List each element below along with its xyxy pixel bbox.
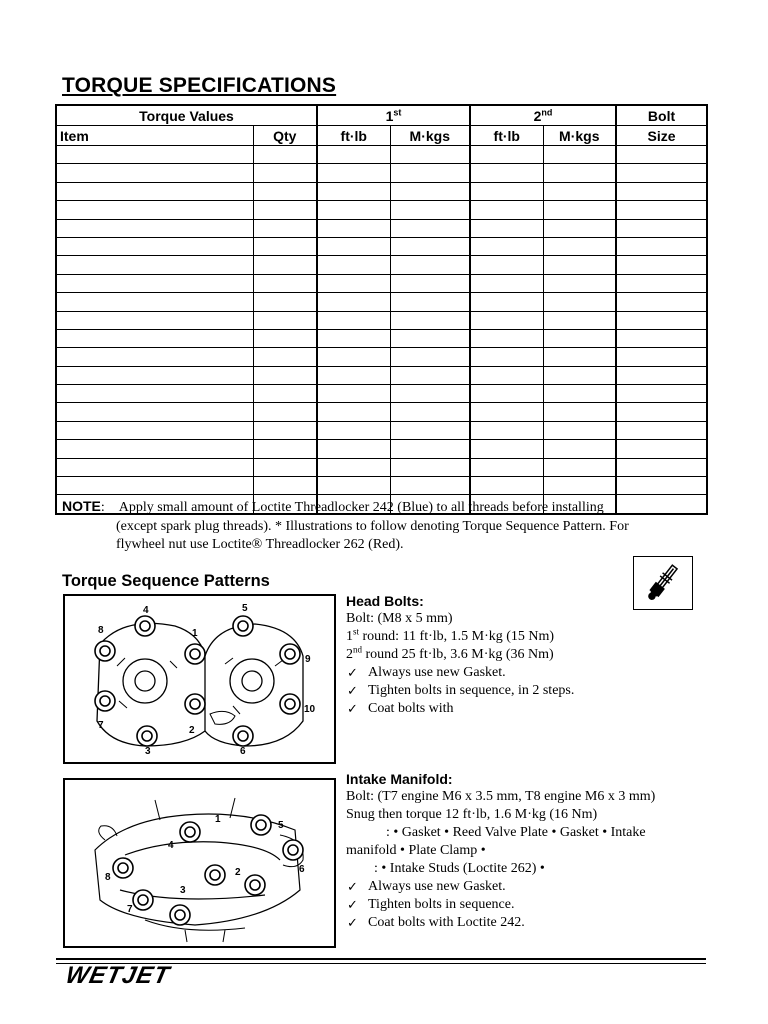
intake-manifold-title: Intake Manifold: bbox=[346, 771, 453, 787]
table-row bbox=[56, 477, 707, 495]
table-cell bbox=[56, 182, 253, 200]
table-cell bbox=[470, 293, 543, 311]
table-cell bbox=[56, 164, 253, 182]
table-cell bbox=[543, 146, 616, 164]
intake-manifold-check-1: ✓ Always use new Gasket. bbox=[346, 878, 706, 896]
table-cell bbox=[543, 164, 616, 182]
table-cell bbox=[390, 421, 470, 439]
intake-label-6: 6 bbox=[299, 864, 305, 875]
table-cell bbox=[470, 237, 543, 255]
table-cell bbox=[470, 403, 543, 421]
head-bolt-center bbox=[190, 699, 200, 709]
table-cell bbox=[616, 366, 707, 384]
bolt-header: Bolt bbox=[616, 105, 707, 126]
table-cell bbox=[543, 237, 616, 255]
table-cell bbox=[317, 366, 390, 384]
head-label-2: 2 bbox=[189, 725, 195, 736]
table-row bbox=[56, 458, 707, 476]
table-cell bbox=[543, 293, 616, 311]
head-bolts-round2-sup: nd bbox=[353, 644, 362, 655]
table-row bbox=[56, 403, 707, 421]
table-cell bbox=[253, 237, 317, 255]
table-row bbox=[56, 421, 707, 439]
table-cell bbox=[253, 385, 317, 403]
table-cell bbox=[317, 256, 390, 274]
table-cell bbox=[543, 385, 616, 403]
table-cell bbox=[390, 477, 470, 495]
table-cell bbox=[317, 329, 390, 347]
table-cell bbox=[470, 201, 543, 219]
table-row bbox=[56, 237, 707, 255]
intake-label-3: 3 bbox=[180, 885, 186, 896]
table-cell bbox=[616, 385, 707, 403]
column-header-r1-ftlb: ft·lb bbox=[317, 126, 390, 146]
table-cell bbox=[470, 458, 543, 476]
table-cell bbox=[253, 348, 317, 366]
table-cell bbox=[317, 403, 390, 421]
head-label-9: 9 bbox=[305, 654, 311, 665]
head-label-7: 7 bbox=[98, 720, 104, 731]
table-cell bbox=[616, 329, 707, 347]
table-row bbox=[56, 440, 707, 458]
table-row bbox=[56, 366, 707, 384]
column-header-item: Item bbox=[56, 126, 253, 146]
table-cell bbox=[390, 329, 470, 347]
table-cell bbox=[56, 201, 253, 219]
intake-bolt-center bbox=[256, 820, 266, 830]
table-cell bbox=[56, 477, 253, 495]
table-cell bbox=[616, 421, 707, 439]
table-cell bbox=[616, 182, 707, 200]
table-cell bbox=[390, 146, 470, 164]
intake-label-7: 7 bbox=[127, 904, 133, 915]
table-cell bbox=[56, 440, 253, 458]
table-cell bbox=[470, 385, 543, 403]
table-cell bbox=[470, 477, 543, 495]
note-line-3: flywheel nut use Loctite® Threadlocker 262 (Red). bbox=[116, 537, 404, 552]
table-column-header-row bbox=[56, 126, 707, 146]
table-cell bbox=[616, 403, 707, 421]
table-cell bbox=[253, 366, 317, 384]
table-cell bbox=[253, 421, 317, 439]
head-bolt-center bbox=[238, 731, 248, 741]
table-cell bbox=[390, 256, 470, 274]
intake-bolt-center bbox=[210, 870, 220, 880]
table-cell bbox=[616, 256, 707, 274]
note-colon: : bbox=[100, 500, 119, 515]
head-label-10: 10 bbox=[304, 704, 316, 715]
table-cell bbox=[543, 201, 616, 219]
table-cell bbox=[543, 458, 616, 476]
table-cell bbox=[390, 348, 470, 366]
intake-manifold-figure bbox=[63, 778, 336, 948]
torque-table bbox=[55, 104, 708, 515]
intake-label-1: 1 bbox=[215, 814, 221, 825]
column-header-qty: Qty bbox=[253, 126, 317, 146]
table-cell bbox=[470, 311, 543, 329]
head-label-1: 1 bbox=[192, 628, 198, 639]
table-cell bbox=[470, 348, 543, 366]
intake-manifold-order-2: manifold • Plate Clamp • bbox=[346, 843, 486, 858]
table-cell bbox=[253, 219, 317, 237]
round1-header bbox=[317, 105, 470, 126]
table-row bbox=[56, 164, 707, 182]
table-cell bbox=[543, 329, 616, 347]
table-row bbox=[56, 385, 707, 403]
head-bolt-center bbox=[238, 621, 248, 631]
intake-label-5: 5 bbox=[278, 820, 284, 831]
head-label-8: 8 bbox=[98, 625, 104, 636]
note-label: NOTE bbox=[62, 498, 101, 514]
table-cell bbox=[470, 164, 543, 182]
head-bolts-check-1: ✓ Always use new Gasket. bbox=[346, 664, 706, 682]
table-cell bbox=[317, 293, 390, 311]
table-cell bbox=[56, 458, 253, 476]
table-row bbox=[56, 348, 707, 366]
table-cell bbox=[390, 311, 470, 329]
table-cell bbox=[317, 182, 390, 200]
table-cell bbox=[543, 182, 616, 200]
table-cell bbox=[317, 440, 390, 458]
table-cell bbox=[317, 421, 390, 439]
table-cell bbox=[390, 385, 470, 403]
table-cell bbox=[470, 219, 543, 237]
table-row bbox=[56, 329, 707, 347]
table-cell bbox=[56, 311, 253, 329]
head-bolts-round2 bbox=[346, 646, 706, 664]
table-cell bbox=[543, 421, 616, 439]
table-row bbox=[56, 219, 707, 237]
intake-bolt-center bbox=[250, 880, 260, 890]
head-label-6: 6 bbox=[240, 746, 246, 757]
table-cell bbox=[390, 458, 470, 476]
column-header-r1-mkgs: M·kgs bbox=[390, 126, 470, 146]
column-header-size: Size bbox=[616, 126, 707, 146]
head-bolts-spec bbox=[346, 592, 706, 718]
table-cell bbox=[56, 146, 253, 164]
table-cell bbox=[56, 366, 253, 384]
table-cell bbox=[543, 274, 616, 292]
table-cell bbox=[616, 164, 707, 182]
head-bolts-round2-text: round 25 ft·lb, 3.6 M·kg (36 Nm) bbox=[362, 647, 554, 662]
intake-label-4: 4 bbox=[168, 840, 174, 851]
head-bolt-center bbox=[285, 649, 295, 659]
column-header-r2-ftlb: ft·lb bbox=[470, 126, 543, 146]
table-cell bbox=[317, 458, 390, 476]
intake-manifold-check-2: ✓ Tighten bolts in sequence. bbox=[346, 896, 706, 914]
table-cell bbox=[253, 403, 317, 421]
table-row bbox=[56, 293, 707, 311]
table-cell bbox=[56, 219, 253, 237]
intake-manifold-order-1: : • Gasket • Reed Valve Plate • Gasket • Intake bbox=[386, 825, 646, 840]
table-cell bbox=[543, 403, 616, 421]
intake-manifold-check-3: ✓ Coat bolts with Loctite 242. bbox=[346, 914, 706, 932]
table-cell bbox=[470, 329, 543, 347]
page-title: TORQUE SPECIFICATIONS bbox=[62, 74, 337, 97]
table-cell bbox=[543, 348, 616, 366]
table-cell bbox=[253, 146, 317, 164]
table-cell bbox=[470, 256, 543, 274]
head-bolt-center bbox=[285, 699, 295, 709]
table-cell bbox=[253, 440, 317, 458]
table-row bbox=[56, 256, 707, 274]
table-cell bbox=[253, 293, 317, 311]
table-cell bbox=[616, 440, 707, 458]
round2-header bbox=[470, 105, 616, 126]
table-cell bbox=[253, 201, 317, 219]
table-cell bbox=[616, 477, 707, 495]
table-cell bbox=[317, 385, 390, 403]
table-cell bbox=[616, 237, 707, 255]
table-cell bbox=[56, 421, 253, 439]
table-cell bbox=[616, 219, 707, 237]
head-bolt-center bbox=[100, 696, 110, 706]
table-cell bbox=[543, 440, 616, 458]
head-bolts-figure bbox=[63, 594, 336, 764]
head-bolts-size: Bolt: (M8 x 5 mm) bbox=[346, 611, 453, 626]
head-bolt-center bbox=[190, 649, 200, 659]
table-cell bbox=[317, 146, 390, 164]
table-cell bbox=[470, 182, 543, 200]
table-cell bbox=[317, 201, 390, 219]
table-cell bbox=[56, 385, 253, 403]
table-cell bbox=[616, 201, 707, 219]
table-cell bbox=[390, 201, 470, 219]
table-cell bbox=[390, 237, 470, 255]
table-cell bbox=[56, 256, 253, 274]
table-cell bbox=[470, 146, 543, 164]
round2-header-num: 2 bbox=[533, 107, 542, 124]
table-cell bbox=[390, 366, 470, 384]
intake-label-2: 2 bbox=[235, 867, 241, 878]
table-cell bbox=[470, 440, 543, 458]
note-line-1: Apply small amount of Loctite Threadlocker 242 (Blue) to all threads before installing bbox=[118, 500, 604, 515]
table-cell bbox=[317, 219, 390, 237]
head-bolt-center bbox=[100, 646, 110, 656]
table-cell bbox=[390, 440, 470, 458]
intake-bolt-center bbox=[118, 863, 128, 873]
table-row bbox=[56, 182, 707, 200]
table-cell bbox=[543, 219, 616, 237]
table-cell bbox=[543, 477, 616, 495]
head-bolts-round2-num: 2 bbox=[346, 647, 353, 662]
head-bolts-round1-sup: st bbox=[353, 626, 360, 637]
table-cell bbox=[470, 421, 543, 439]
round1-header-num: 1 bbox=[385, 107, 394, 124]
table-cell bbox=[253, 477, 317, 495]
table-cell bbox=[253, 458, 317, 476]
table-cell bbox=[390, 182, 470, 200]
intake-manifold-spec bbox=[346, 770, 706, 932]
intake-label-8: 8 bbox=[105, 872, 111, 883]
table-cell bbox=[470, 366, 543, 384]
table-row bbox=[56, 311, 707, 329]
note bbox=[62, 497, 702, 555]
table-cell bbox=[543, 366, 616, 384]
table-cell bbox=[390, 164, 470, 182]
wetjet-logo: WETJET bbox=[63, 962, 173, 989]
table-cell bbox=[317, 164, 390, 182]
head-bolts-round1-num: 1 bbox=[346, 629, 353, 644]
table-row bbox=[56, 201, 707, 219]
table-cell bbox=[253, 274, 317, 292]
table-cell bbox=[390, 293, 470, 311]
table-cell bbox=[317, 348, 390, 366]
table-cell bbox=[56, 329, 253, 347]
round2-header-sup: nd bbox=[541, 106, 553, 117]
table-cell bbox=[317, 311, 390, 329]
table-cell bbox=[253, 311, 317, 329]
table-cell bbox=[616, 274, 707, 292]
note-line-2: (except spark plug threads). * Illustrations to follow denoting Torque Sequence Pattern. For bbox=[116, 518, 629, 534]
intake-bolt-center bbox=[185, 827, 195, 837]
table-cell bbox=[56, 348, 253, 366]
intake-manifold-snug: Snug then torque 12 ft·lb, 1.6 M·kg (16 Nm) bbox=[346, 807, 598, 822]
table-cell bbox=[616, 146, 707, 164]
head-bolts-check-2: ✓ Tighten bolts in sequence, in 2 steps. bbox=[346, 682, 706, 700]
head-bolt-center bbox=[140, 621, 150, 631]
intake-bolt-center bbox=[288, 845, 298, 855]
head-label-3: 3 bbox=[145, 746, 151, 757]
table-cell bbox=[616, 311, 707, 329]
table-cell bbox=[253, 256, 317, 274]
table-cell bbox=[616, 293, 707, 311]
round1-header-sup: st bbox=[393, 106, 402, 117]
intake-manifold-bolt: Bolt: (T7 engine M6 x 3.5 mm, T8 engine M6 x 3 mm) bbox=[346, 789, 656, 804]
head-label-4: 4 bbox=[143, 605, 149, 616]
torque-values-header: Torque Values bbox=[56, 105, 317, 126]
table-cell bbox=[470, 274, 543, 292]
column-header-r2-mkgs: M·kgs bbox=[543, 126, 616, 146]
sequence-heading: Torque Sequence Patterns bbox=[62, 572, 270, 590]
footer-rule-thick bbox=[56, 958, 706, 960]
table-cell bbox=[390, 403, 470, 421]
table-cell bbox=[253, 164, 317, 182]
intake-bolt-center bbox=[138, 895, 148, 905]
table-cell bbox=[616, 458, 707, 476]
head-bolts-check-3: ✓ Coat bolts with bbox=[346, 700, 706, 718]
table-row bbox=[56, 274, 707, 292]
table-cell bbox=[543, 311, 616, 329]
table-cell bbox=[253, 329, 317, 347]
intake-manifold-order-3: : • Intake Studs (Loctite 262) • bbox=[374, 861, 545, 876]
table-cell bbox=[317, 477, 390, 495]
head-bolt-center bbox=[142, 731, 152, 741]
table-cell bbox=[543, 256, 616, 274]
table-cell bbox=[390, 274, 470, 292]
table-cell bbox=[317, 274, 390, 292]
table-cell bbox=[317, 237, 390, 255]
table-cell bbox=[616, 348, 707, 366]
head-bolts-title: Head Bolts: bbox=[346, 593, 424, 609]
table-row bbox=[56, 146, 707, 164]
table-cell bbox=[56, 293, 253, 311]
head-bolts-round1 bbox=[346, 628, 706, 646]
table-cell bbox=[56, 403, 253, 421]
table-body bbox=[56, 146, 707, 514]
table-cell bbox=[56, 274, 253, 292]
table-cell bbox=[253, 182, 317, 200]
table-group-header-row bbox=[56, 105, 707, 126]
head-bolts-round1-text: round: 11 ft·lb, 1.5 M·kg (15 Nm) bbox=[359, 629, 555, 644]
table-cell bbox=[390, 219, 470, 237]
head-label-5: 5 bbox=[242, 603, 248, 614]
intake-bolt-center bbox=[175, 910, 185, 920]
table-cell bbox=[56, 237, 253, 255]
